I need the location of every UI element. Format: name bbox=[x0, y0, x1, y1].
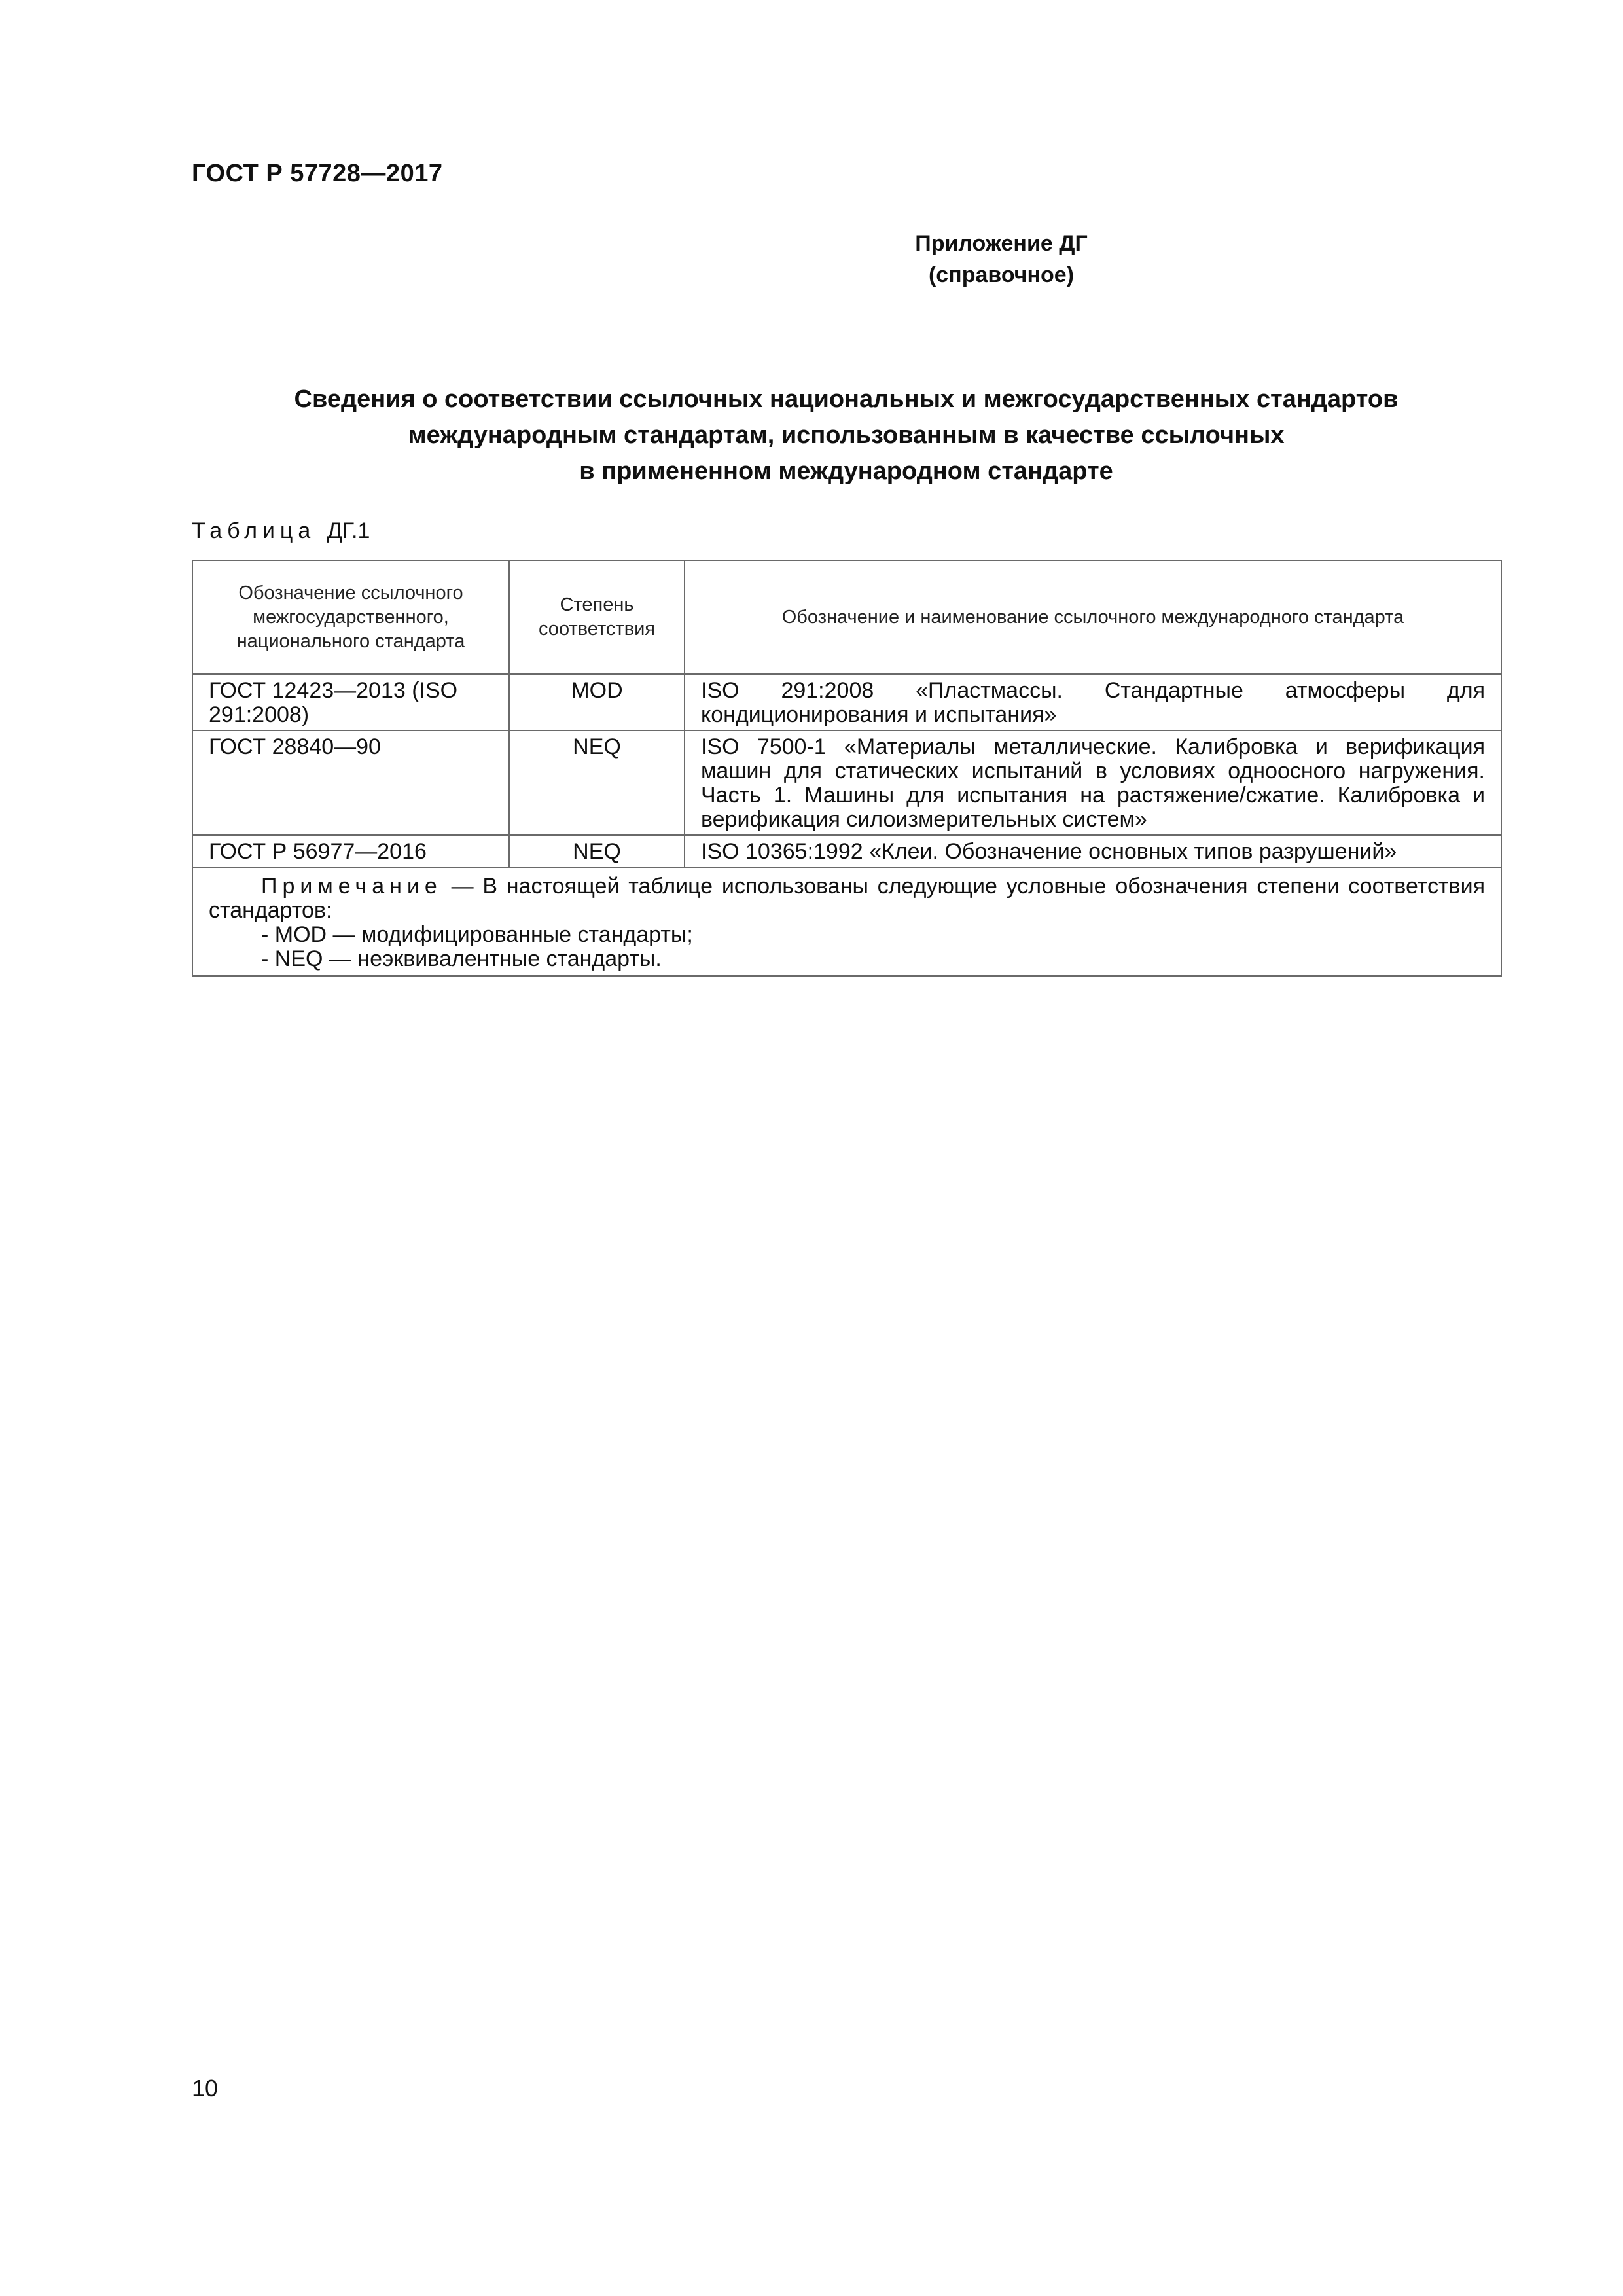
table-caption-word: Таблица bbox=[192, 518, 316, 543]
cell-designation: ГОСТ 28840—90 bbox=[192, 730, 509, 835]
table-caption-number: ДГ.1 bbox=[327, 518, 370, 543]
note-lead bbox=[209, 874, 1485, 923]
note-item-mod: - MOD — модифицированные стандарты; bbox=[261, 922, 693, 947]
section-title bbox=[192, 382, 1501, 490]
cell-degree: NEQ bbox=[509, 730, 685, 835]
cell-degree: NEQ bbox=[509, 835, 685, 867]
document-code: ГОСТ Р 57728—2017 bbox=[192, 160, 443, 187]
table-note-row bbox=[192, 867, 1501, 976]
table-caption bbox=[192, 518, 370, 544]
title-line-1: Сведения о соответствии ссылочных национальных и межгосударственных стандартов bbox=[294, 386, 1399, 413]
appendix-name: Приложение ДГ bbox=[915, 231, 1088, 256]
table-row bbox=[192, 730, 1501, 835]
header-international: Обозначение и наименование ссылочного международного стандарта bbox=[685, 560, 1501, 674]
cell-international: ISO 10365:1992 «Клеи. Обозначение основных типов разрушений» bbox=[685, 835, 1501, 867]
title-line-3: в примененном международном стандарте bbox=[579, 457, 1113, 485]
header-designation: Обозначение ссылочного межгосударственного, национального стандарта bbox=[192, 560, 509, 674]
table-header-row bbox=[192, 560, 1501, 674]
appendix-heading bbox=[0, 228, 1623, 291]
note-text: — В настоящей таблице использованы следующие условные обозначения степени соответствия стандартов: bbox=[209, 874, 1485, 923]
cell-international: ISO 291:2008 «Пластмассы. Стандартные атмосферы для кондиционирования и испытания» bbox=[685, 674, 1501, 730]
cell-designation: ГОСТ Р 56977—2016 bbox=[192, 835, 509, 867]
table-row bbox=[192, 674, 1501, 730]
page-number: 10 bbox=[192, 2075, 219, 2102]
cell-designation: ГОСТ 12423—2013 (ISO 291:2008) bbox=[192, 674, 509, 730]
note-item-neq: - NEQ — неэквивалентные стандарты. bbox=[261, 946, 662, 971]
cell-international: ISO 7500-1 «Материалы металлические. Калибровка и верификация машин для статических испытаний в условиях одноосного нагружения. Часть 1. Машины для испытания на растяжение/сжатие. Калибровка и верификация силоизмерительных систем» bbox=[685, 730, 1501, 835]
cell-degree: MOD bbox=[509, 674, 685, 730]
title-line-2: международным стандартам, использованным в качестве ссылочных bbox=[408, 422, 1285, 449]
header-degree: Степень соответствия bbox=[509, 560, 685, 674]
reference-standards-table bbox=[192, 560, 1502, 977]
note-label: Примечание bbox=[261, 874, 442, 899]
table-note bbox=[192, 867, 1501, 976]
appendix-type: (справочное) bbox=[928, 262, 1075, 287]
table-row bbox=[192, 835, 1501, 867]
